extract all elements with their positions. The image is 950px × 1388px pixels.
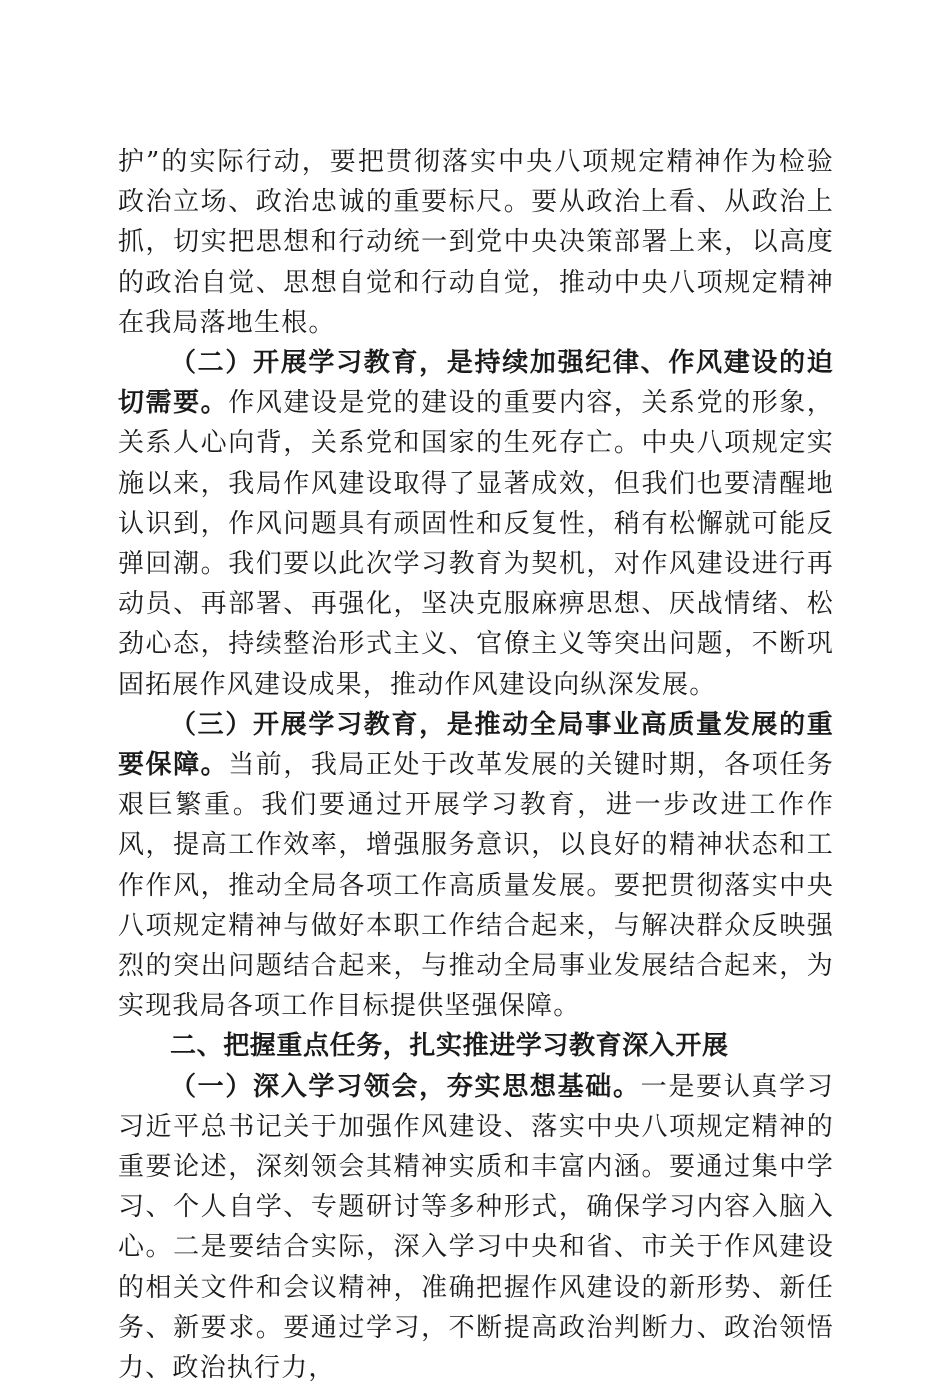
section-heading-2: 二、把握重点任务，扎实推进学习教育深入开展 <box>170 1031 729 1062</box>
paragraph-section-1-2 <box>118 343 834 705</box>
paragraph-lead: （三）开展学习教育，是推动全局事业高质量发展的重要保障。 <box>118 709 834 781</box>
paragraph-continuation: 护”的实际行动，要把贯彻落实中央八项规定精神作为检验政治立场、政治忠诚的重要标尺。要从政治上看、从政治上抓，切实把思想和行动统一到党中央决策部署上来，以高度的政治自觉、思想自觉和行动自觉，推动中央八项规定精神在我局落地生根。 <box>118 147 834 338</box>
paragraph-lead: （二）开展学习教育，是持续加强纪律、作风建设的迫切需要。 <box>118 348 834 419</box>
paragraph-lead: （一）深入学习领会，夯实思想基础。 <box>170 1071 641 1102</box>
document-body <box>118 142 834 1388</box>
paragraph-body: 作风建设是党的建设的重要内容，关系党的形象，关系人心向背，关系党和国家的生死存亡。中央八项规定实施以来，我局作风建设取得了显著成效，但我们也要清醒地认识到，作风问题具有顽固性和反复性，稍有松懈就可能反弹回潮。我们要以此次学习教育为契机，对作风建设进行再动员、再部署、再强化，坚决克服麻痹思想、厌战情绪、松劲心态，持续整治形式主义、官僚主义等突出问题，不断巩固拓展作风建设成果，推动作风建设向纵深发展。 <box>118 388 834 700</box>
paragraph-body: 当前，我局正处于改革发展的关键时期，各项任务艰巨繁重。我们要通过开展学习教育，进一步改进工作作风，提高工作效率，增强服务意识，以良好的精神状态和工作作风，推动全局各项工作高质量发展。要把贯彻落实中央八项规定精神与做好本职工作结合起来，与解决群众反映强烈的突出问题结合起来，与推动全局事业发展结合起来，为实现我局各项工作目标提供坚强保障。 <box>118 750 834 1022</box>
paragraph-section-1-3 <box>118 705 834 1027</box>
paragraph-section-2-1 <box>118 1067 834 1388</box>
paragraph-body: 一是要认真学习习近平总书记关于加强作风建设、落实中央八项规定精神的重要论述，深刻领会其精神实质和丰富内涵。要通过集中学习、个人自学、专题研讨等多种形式，确保学习内容入脑入心。二是要结合实际，深入学习中央和省、市关于作风建设的相关文件和会议精神，准确把握作风建设的新形势、新任务、新要求。要通过学习，不断提高政治判断力、政治领悟力、政治执行力， <box>118 1071 834 1384</box>
